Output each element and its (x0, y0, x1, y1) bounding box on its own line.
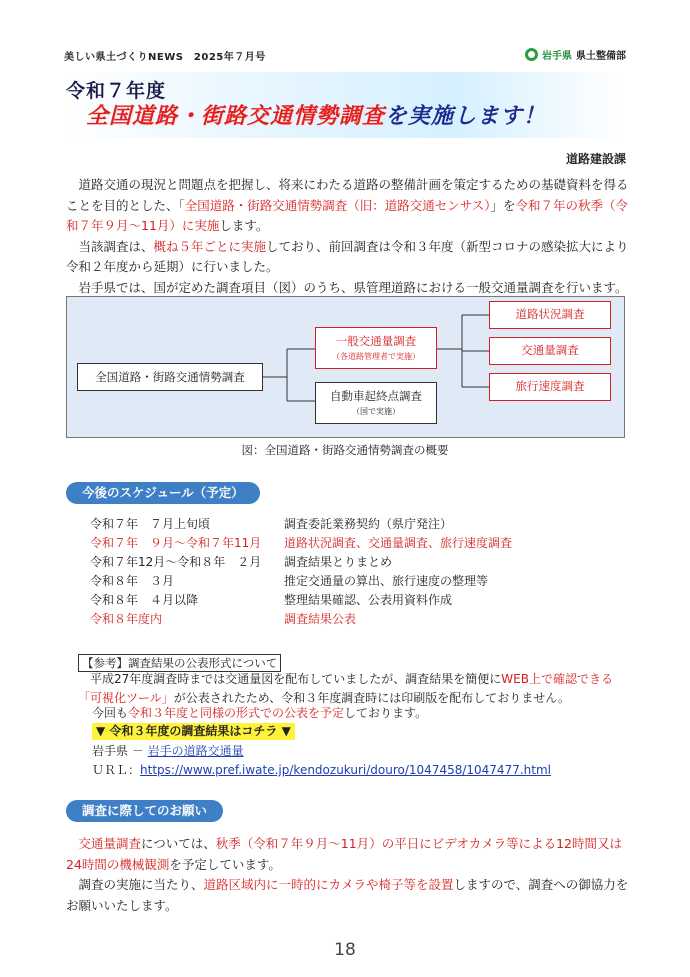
diagram-general-survey: 一般交通量調査 （各道路管理者で実施） (315, 327, 437, 369)
intro-text (66, 175, 632, 298)
diagram-travel-speed: 旅行速度調査 (489, 373, 611, 401)
title-suffix: を実施します！ (385, 104, 547, 129)
reference-paragraph-2: 今回も令和３年度と同様の形式での公表を予定しております。 (92, 706, 428, 720)
schedule-row: 令和８年 ４月以降 整理結果確認、公表用資料作成 (90, 593, 453, 607)
schedule-row: 令和８年 ３月 推定交通量の算出、旅行速度の整理等 (90, 574, 489, 588)
url-link[interactable]: https://www.pref.iwate.jp/kendozukuri/douro/1047458/1047477.html (140, 763, 551, 777)
request-paragraph-2: 調査の実施に当たり、道路区域内に一時的にカメラや椅子等を設置しますので、調査への御協力をお願いいたします。 (66, 877, 629, 913)
reference-text (78, 670, 626, 708)
diagram-root: 全国道路・街路交通情勢調査 (77, 363, 263, 391)
request-paragraph-1: 交通量調査については、秋季（令和７年９月～11月）の平日にビデオカメラ等による12時間又は24時間の機械観測を予定しています。 (66, 836, 622, 872)
intro-paragraph-2: 当該調査は、概ね５年ごとに実施しており、前回調査は令和３年度（新型コロナの感染拡大により令和２年度から延期）に行いました。 (66, 238, 629, 274)
prefecture-name: 岩手県 (542, 51, 572, 62)
request-heading: 調査に際してのお願い (66, 800, 223, 822)
diagram-caption: 図：全国道路・街路交通情勢調査の概要 (241, 443, 449, 457)
title-year: 令和７年度 (66, 80, 167, 102)
reference-paragraph-1: 平成27年度調査時までは交通量図を配布していましたが、調査結果を簡便にWEB上で確認できる「可視化ツール」が公表されたため、令和３年度調査時には印刷版を配布しておりません。 (78, 672, 613, 705)
schedule-row: 令和７年12月～令和８年 ２月 調査結果とりまとめ (90, 555, 393, 569)
author-department: 道路建設課 (565, 152, 626, 166)
site-line: 岩手県 － 岩手の道路交通量 (92, 744, 244, 758)
intro-paragraph-1: 道路交通の現況と問題点を把握し、将来にわたる道路の整備計画を策定するための基礎資料を得ることを目的とした、「全国道路・街路交通情勢調査（旧：道路交通センサス）」を令和７年の秋季（令和７年９月～11月）に実施します。 (66, 177, 629, 233)
publisher (525, 47, 626, 62)
schedule-heading: 今後のスケジュール（予定） (66, 482, 260, 504)
result-link-banner: ▼ 令和３年度の調査結果はコチラ ▼ (92, 723, 295, 740)
newsletter-title: 美しい県土づくりNEWS 2025年７月号 (64, 52, 266, 63)
page-number: 18 (334, 940, 356, 960)
request-text (66, 834, 632, 916)
survey-structure-diagram (66, 296, 625, 438)
schedule-row: 令和８年度内 調査結果公表 (90, 612, 357, 626)
intro-paragraph-3: 岩手県では、国が定めた調査項目（図）のうち、県管理道路における一般交通量調査を行います。 (78, 279, 628, 295)
reference-label: 【参考】調査結果の公表形式について (78, 654, 281, 672)
site-link[interactable]: 岩手の道路交通量 (147, 744, 244, 758)
diagram-traffic-volume: 交通量調査 (489, 337, 611, 365)
department-name: 県土整備部 (576, 51, 626, 62)
schedule-row: 令和７年 ９月～令和７年11月 道路状況調査、交通量調査、旅行速度調査 (90, 536, 513, 550)
diagram-road-condition: 道路状況調査 (489, 301, 611, 329)
url-line: ＵＲＬ：https://www.pref.iwate.jp/kendozukuri/douro/1047458/1047477.html (92, 763, 551, 777)
title-survey-name: 全国道路・街路交通情勢調査 (86, 104, 386, 129)
diagram-od-survey: 自動車起終点調査 （国で実施） (315, 382, 437, 424)
page-title (86, 99, 546, 130)
prefecture-logo-icon (525, 48, 538, 61)
schedule-row: 令和７年 ７月上旬頃 調査委託業務契約（県庁発注） (90, 517, 453, 531)
